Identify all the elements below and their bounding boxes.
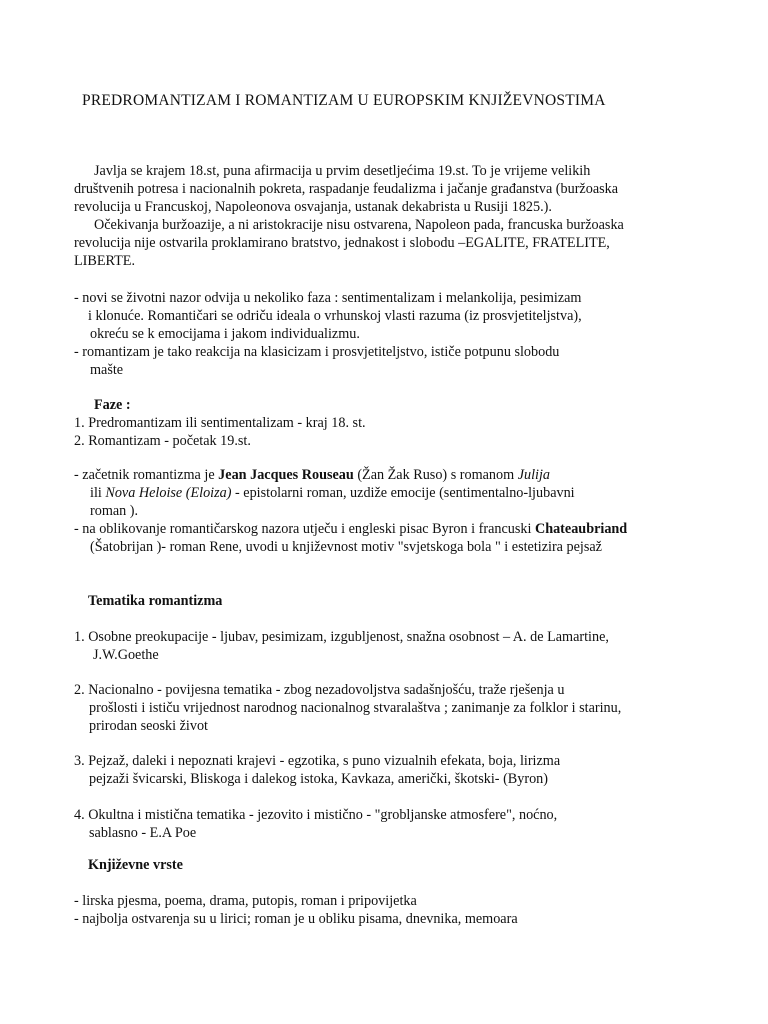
list-item-continued: okreću se k emocijama i jakom individualizmu. [90, 326, 360, 342]
faze-section [74, 396, 714, 450]
text-run: (Žan Žak Ruso) s romanom [353, 467, 518, 483]
list-item-continued: i klonuće. Romantičari se odriču ideala o vrhunskoj vlasti razuma (iz prosvjetiteljstva), [88, 308, 582, 324]
list-item: 3. Pejzaž, daleki i nepoznati krajevi - egzotika, s puno vizualnih efekata, boja, lirizma [74, 753, 561, 769]
authors-list [74, 466, 714, 556]
text-run: ili [90, 485, 106, 501]
intro-line: revolucija nije ostvarila proklamirano bratstvo, jednakost i slobodu –EGALITE, FRATELITE, [74, 235, 610, 251]
intro-line: društvenih potresa i nacionalnih pokreta, raspadanje feudalizma i jačanje građanstva (buržoaska [74, 181, 619, 197]
characteristics-list [74, 289, 714, 379]
list-item: 2. Romantizam - početak 19.st. [74, 433, 251, 449]
list-item-continued [74, 484, 714, 502]
intro-line: Javlja se krajem 18.st, puna afirmacija u prvim desetljećima 19.st. To je vrijeme velikih [94, 163, 591, 179]
section-heading: Književne vrste [88, 857, 183, 873]
intro-line: Očekivanja buržoazije, a ni aristokracije nisu ostvarena, Napoleon pada, francuska buržoaska [94, 217, 624, 233]
document-title: PREDROMANTIZAM I ROMANTIZAM U EUROPSKIM KNJIŽEVNOSTIMA [82, 92, 606, 109]
author-name: Jean Jacques Rouseau [218, 467, 354, 483]
list-item: 2. Nacionalno - povijesna tematika - zbog nezadovoljstva sadašnjošću, traže rješenja u [74, 682, 565, 698]
list-item-continued: prošlosti i ističu vrijednost narodnog nacionalnog stvaralaštva ; zanimanje za folklor i starinu, [89, 700, 622, 716]
list-item-continued: (Šatobrijan )- roman Rene, uvodi u književnost motiv "svjetskoga bola " i estetizira pejsaž [90, 539, 602, 555]
list-item: - novi se životni nazor odvija u nekoliko faza : sentimentalizam i melankolija, pesimizam [74, 290, 582, 306]
tematika-item-4 [74, 806, 714, 842]
tematika-item-3 [74, 752, 714, 788]
section-heading: Tematika romantizma [88, 593, 223, 609]
list-item [74, 466, 714, 484]
text-run: - epistolarni roman, uzdiže emocije (sentimentalno-ljubavni [231, 485, 575, 501]
tematika-section [74, 592, 714, 610]
intro-line: LIBERTE. [74, 253, 136, 269]
list-item-continued: pejzaži švicarski, Bliskoga i dalekog istoka, Kavkaza, američki, škotski- (Byron) [89, 771, 548, 787]
vrste-section [74, 856, 714, 874]
list-item: 1. Osobne preokupacije - ljubav, pesimizam, izgubljenost, snažna osobnost – A. de Lamartine, [74, 629, 609, 645]
section-heading: Faze : [94, 397, 131, 413]
list-item: - romantizam je tako reakcija na klasicizam i prosvjetiteljstvo, ističe potpunu slobodu [74, 344, 560, 360]
list-item-continued: prirodan seoski život [89, 718, 208, 734]
list-item: - lirska pjesma, poema, drama, putopis, roman i pripovijetka [74, 893, 417, 909]
list-item [74, 520, 714, 538]
author-name: Chateaubriand [534, 521, 628, 537]
text-run: - začetnik romantizma je [74, 467, 219, 483]
list-item: - najbolja ostvarenja su u lirici; roman je u obliku pisama, dnevnika, memoara [74, 911, 518, 927]
text-run: - na oblikovanje romantičarskog nazora utječu i engleski pisac Byron i francuski [74, 521, 535, 537]
list-item-continued: J.W.Goethe [93, 647, 159, 663]
list-item: 4. Okultna i mistična tematika - jezovito i mistično - "grobljanske atmosfere", noćno, [74, 807, 558, 823]
book-title: Julija [517, 467, 550, 483]
intro-line: revolucija u Francuskoj, Napoleonova osvajanja, ustanak dekabrista u Rusiji 1825.). [74, 199, 552, 215]
list-item: 1. Predromantizam ili sentimentalizam - kraj 18. st. [74, 415, 366, 431]
list-item-continued: roman ). [90, 503, 139, 519]
tematika-item-1 [74, 628, 714, 664]
tematika-item-2 [74, 681, 714, 735]
list-item-continued: sablasno - E.A Poe [89, 825, 197, 841]
intro-paragraph [74, 162, 714, 270]
list-item-continued: mašte [90, 362, 124, 378]
vrste-list [74, 892, 714, 928]
book-title: Nova Heloise (Eloiza) [105, 485, 232, 501]
